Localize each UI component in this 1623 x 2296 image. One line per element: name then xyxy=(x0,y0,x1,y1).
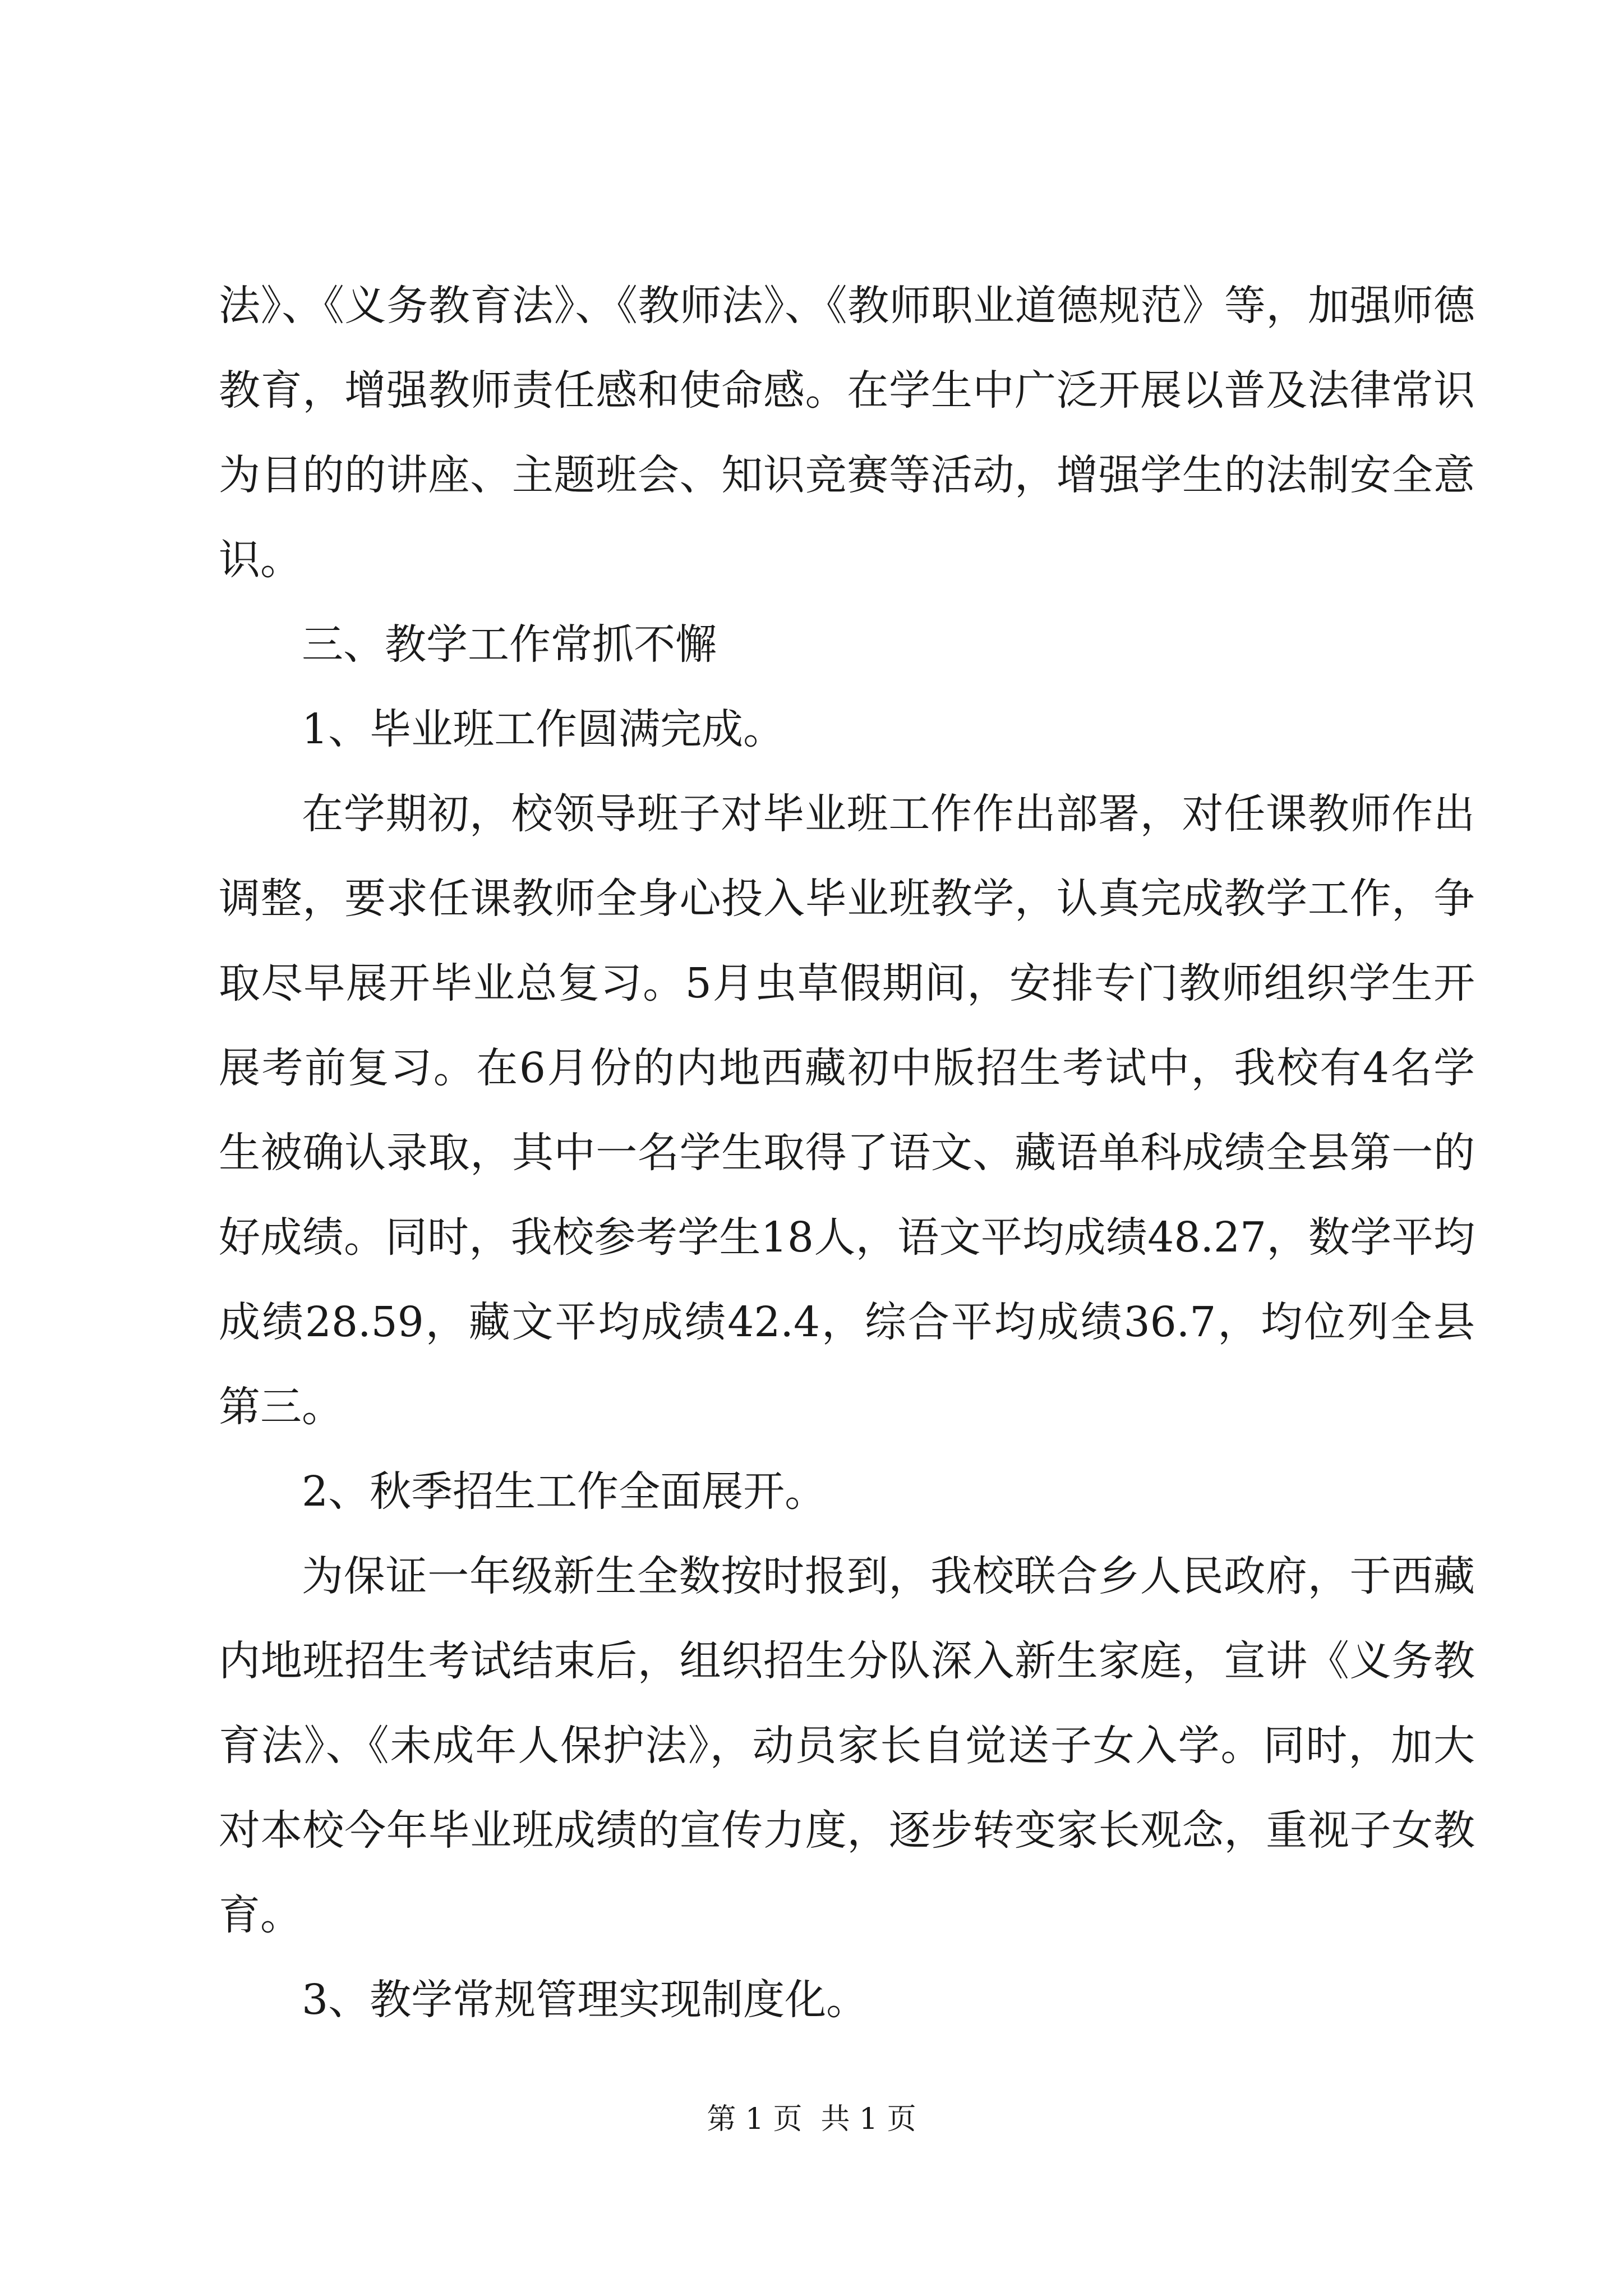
paragraph-graduating-class: 在学期初，校领导班子对毕业班工作作出部署，对任课教师作出调整，要求任课教师全身心投入毕业班教学，认真完成教学工作，争取尽早展开毕业总复习。5月虫草假期间，安排专门教师组织学生开展考前复习。在6月份的内地西藏初中版招生考试中，我校有4名学生被确认录取，其中一名学生取得了语文、藏语单科成绩全县第一的好成绩。同时，我校参考学生18人，语文平均成绩48.27，数学平均成绩28.59，藏文平均成绩42.4，综合平均成绩36.7，均位列全县第三。 xyxy=(219,790,1475,1431)
subheading-teaching-routine: 3、教学常规管理实现制度化。 xyxy=(302,1976,868,2024)
paragraph-autumn-enrollment: 为保证一年级新生全数按时报到，我校联合乡人民政府，于西藏内地班招生考试结束后，组织招生分队深入新生家庭，宣讲《义务教育法》、《未成年人保护法》，动员家长自觉送子女入学。同时，加大对本校今年毕业班成绩的宣传力度，逐步转变家长观念，重视子女教育。 xyxy=(219,1552,1475,1939)
page-footer xyxy=(0,2095,1623,2137)
subheading-graduating-class: 1、毕业班工作圆满完成。 xyxy=(302,705,785,753)
document-body xyxy=(219,264,1475,2042)
page-number: 第 1 页 共 1 页 xyxy=(707,2102,916,2136)
paragraph-law-education: 法》、《义务教育法》、《教师法》、《教师职业道德规范》等，加强师德教育，增强教师责任感和使命感。在学生中广泛开展以普及法律常识为目的的讲座、主题班会、知识竞赛等活动，增强学生的法制安全意识。 xyxy=(219,282,1475,584)
section-heading-teaching: 三、教学工作常抓不懈 xyxy=(302,620,717,669)
subheading-autumn-enrollment: 2、秋季招生工作全面展开。 xyxy=(302,1467,827,1516)
